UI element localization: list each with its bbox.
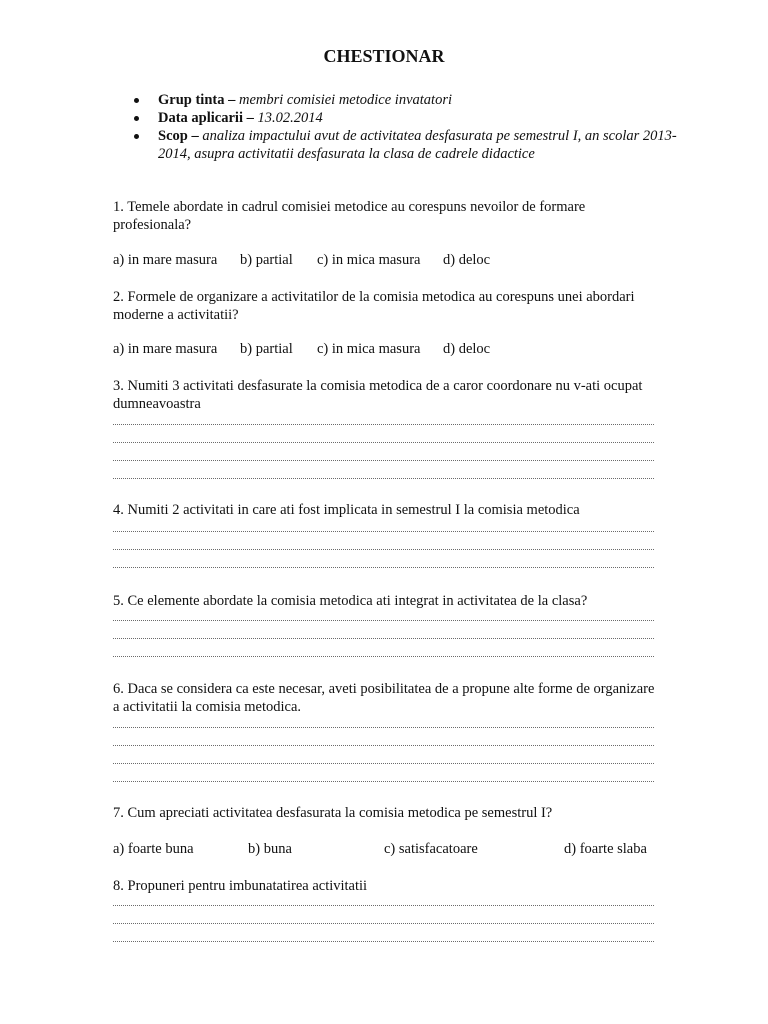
option-c[interactable]: c) satisfacatoare [384,841,478,857]
option-b[interactable]: b) partial [240,252,293,268]
option-c[interactable]: c) in mica masura [317,252,421,268]
info-label: Data aplicarii – [158,110,258,126]
answer-line[interactable] [113,478,654,479]
option-c[interactable]: c) in mica masura [317,341,421,357]
info-list [131,91,691,163]
answer-line[interactable] [113,656,654,657]
question-6: 6. Daca se considera ca este necesar, aveti posibilitatea de a propune alte forme de organizare a activitatii la comisia metodica. [113,681,655,715]
option-a[interactable]: a) in mare masura [113,341,218,357]
option-d[interactable]: d) deloc [443,252,491,268]
answer-line[interactable] [113,424,654,425]
answer-line[interactable] [113,905,654,906]
info-label: Grup tinta – [158,92,239,108]
question-2: 2. Formele de organizare a activitatilor de la comisia metodica au corespuns unei abordari moderne a activitatii? [113,289,635,323]
option-b[interactable]: b) partial [240,341,293,357]
answer-line[interactable] [113,727,654,728]
question-1: 1. Temele abordate in cadrul comisiei metodice au corespuns nevoilor de formare profesionala? [113,199,586,233]
answer-line[interactable] [113,567,654,568]
info-purpose [131,127,691,163]
info-target-group [131,91,691,109]
page-title: CHESTIONAR [323,46,445,66]
question-7-options [113,841,658,859]
bullet-icon [134,98,139,103]
answer-line[interactable] [113,442,654,443]
info-label: Scop – [158,128,203,144]
answer-line[interactable] [113,638,654,639]
answer-line[interactable] [113,781,654,782]
info-value: membri comisiei metodice invatatori [238,92,452,108]
answer-line[interactable] [113,763,654,764]
option-b[interactable]: b) buna [248,841,292,857]
option-a[interactable]: a) in mare masura [113,252,218,268]
question-8: 8. Propuneri pentru imbunatatirea activitatii [113,878,368,894]
option-a[interactable]: a) foarte buna [113,841,194,857]
question-4: 4. Numiti 2 activitati in care ati fost implicata in semestrul I la comisia metodica [113,502,580,518]
answer-line[interactable] [113,923,654,924]
answer-line[interactable] [113,531,654,532]
question-1-options [113,252,658,270]
question-7: 7. Cum apreciati activitatea desfasurata la comisia metodica pe semestrul I? [113,805,553,821]
answer-line[interactable] [113,460,654,461]
info-value: 13.02.2014 [257,110,323,126]
option-d[interactable]: d) deloc [443,341,491,357]
answer-line[interactable] [113,549,654,550]
info-date [131,109,691,127]
option-d[interactable]: d) foarte slaba [564,841,647,857]
answer-line[interactable] [113,941,654,942]
answer-line[interactable] [113,745,654,746]
info-value: analiza impactului avut de activitatea desfasurata pe semestrul I, an scolar 2013-2014, asupra activitatii desfasurata la clasa de cadrele didactice [158,128,677,162]
question-3: 3. Numiti 3 activitati desfasurate la comisia metodica de a caror coordonare nu v-ati ocupat dumneavoastra [113,378,643,412]
question-2-options [113,341,658,359]
bullet-icon [134,134,139,139]
bullet-icon [134,116,139,121]
answer-line[interactable] [113,620,654,621]
question-5: 5. Ce elemente abordate la comisia metodica ati integrat in activitatea de la clasa? [113,593,588,609]
